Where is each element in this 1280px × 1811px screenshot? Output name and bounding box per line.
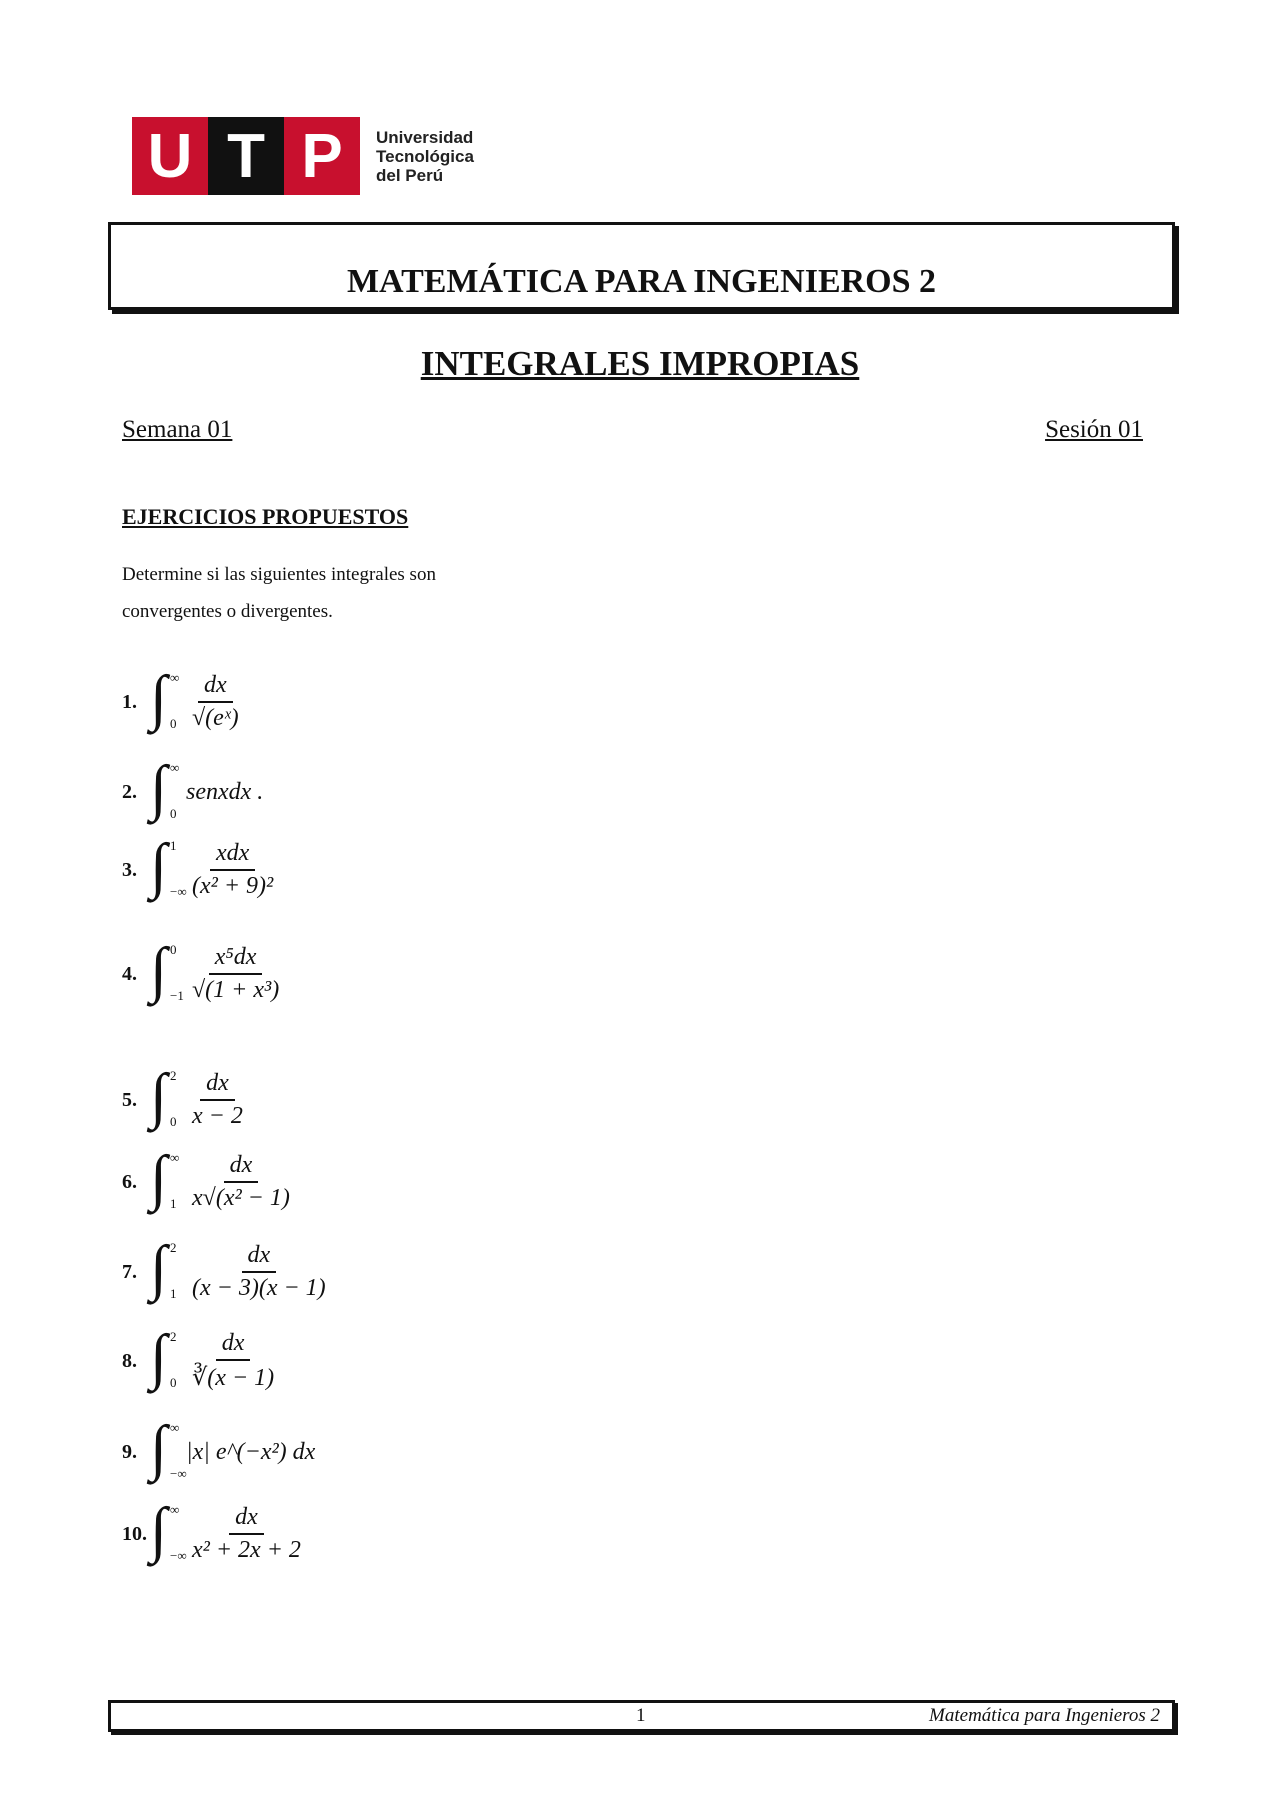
denominator: x − 2 bbox=[192, 1103, 243, 1129]
upper-limit: 2 bbox=[170, 1329, 177, 1344]
lower-limit: 0 bbox=[170, 1375, 177, 1390]
denominator: ∛(x − 1) bbox=[192, 1365, 275, 1391]
exercise-9 bbox=[122, 1414, 316, 1482]
fraction bbox=[186, 840, 279, 900]
integral-sign: ∫ 2 0 bbox=[150, 1062, 177, 1130]
numerator: dx bbox=[242, 1242, 277, 1273]
title-box bbox=[108, 222, 1175, 310]
page-title: MATEMÁTICA PARA INGENIEROS 2 bbox=[346, 263, 937, 300]
footer-text: Matemática para Ingenieros 2 bbox=[929, 1705, 1160, 1726]
lower-limit: −∞ bbox=[170, 1466, 187, 1481]
upper-limit: ∞ bbox=[170, 760, 180, 775]
denominator: √(eˣ) bbox=[192, 705, 239, 731]
numerator: dx bbox=[229, 1504, 264, 1535]
upper-limit: 2 bbox=[170, 1240, 177, 1255]
fraction bbox=[186, 944, 285, 1004]
exercise-number: 3. bbox=[122, 858, 137, 881]
numerator: dx bbox=[198, 672, 233, 703]
denominator: x√(x² − 1) bbox=[192, 1185, 290, 1211]
integral-sign: ∫ ∞ 0 bbox=[150, 754, 180, 822]
lower-limit: 0 bbox=[170, 716, 177, 731]
numerator: dx bbox=[200, 1070, 235, 1101]
lower-limit: −∞ bbox=[170, 1548, 187, 1563]
page-subtitle: INTEGRALES IMPROPIAS bbox=[420, 344, 860, 383]
fraction bbox=[186, 1152, 296, 1212]
exercise-1 bbox=[122, 664, 245, 732]
upper-limit: 1 bbox=[170, 838, 177, 853]
fraction bbox=[186, 1504, 307, 1564]
exercise-number: 8. bbox=[122, 1349, 137, 1372]
upper-limit: ∞ bbox=[170, 1420, 180, 1435]
instructions bbox=[122, 556, 522, 630]
upper-limit: 0 bbox=[170, 942, 177, 957]
exercise-number: 1. bbox=[122, 690, 137, 713]
upper-limit: ∞ bbox=[170, 670, 180, 685]
session-label: Sesión 01 bbox=[1045, 416, 1143, 443]
exercise-number: 9. bbox=[122, 1440, 137, 1463]
integral-sign: ∫ ∞ 0 bbox=[150, 664, 180, 732]
exercise-8 bbox=[122, 1323, 280, 1392]
upper-limit: ∞ bbox=[170, 1150, 180, 1165]
integrand: |x| e^(−x²) dx bbox=[186, 1438, 316, 1465]
lower-limit: 0 bbox=[170, 806, 177, 821]
exercise-number: 2. bbox=[122, 780, 137, 803]
integral-sign: ∫ ∞ −∞ bbox=[150, 1414, 187, 1482]
logo-line-2: Tecnológica bbox=[376, 146, 474, 166]
exercise-3 bbox=[122, 832, 279, 900]
week-label: Semana 01 bbox=[122, 416, 233, 443]
exercise-number: 10. bbox=[122, 1522, 147, 1545]
integral-sign: ∫ ∞ 1 bbox=[150, 1144, 180, 1212]
page-footer bbox=[108, 1700, 1175, 1732]
instruction-line-2: convergentes o divergentes. bbox=[122, 601, 333, 622]
logo-letter-t: T bbox=[208, 117, 284, 195]
denominator: (x² + 9)² bbox=[192, 873, 274, 899]
integral-sign: ∫ 0 −1 bbox=[150, 936, 184, 1004]
lower-limit: −∞ bbox=[170, 884, 187, 899]
page-number: 1 bbox=[636, 1705, 646, 1726]
denominator: x² + 2x + 2 bbox=[192, 1537, 301, 1563]
fraction bbox=[186, 1070, 249, 1130]
lower-limit: −1 bbox=[170, 988, 184, 1003]
exercise-4 bbox=[122, 936, 285, 1004]
integral-sign: ∫ 2 0 bbox=[150, 1323, 177, 1391]
fraction bbox=[186, 1330, 280, 1392]
exercise-number: 4. bbox=[122, 962, 137, 985]
exercise-2 bbox=[122, 754, 264, 822]
numerator: dx bbox=[216, 1330, 251, 1361]
logo-line-1: Universidad bbox=[376, 127, 474, 147]
exercise-6 bbox=[122, 1144, 296, 1212]
denominator: √(1 + x³) bbox=[192, 977, 280, 1003]
section-heading: EJERCICIOS PROPUESTOS bbox=[122, 504, 409, 529]
lower-limit: 0 bbox=[170, 1114, 177, 1129]
numerator: x⁵dx bbox=[209, 944, 263, 975]
logo-letter-u: U bbox=[132, 117, 208, 195]
utp-logo bbox=[132, 115, 502, 197]
lower-limit: 1 bbox=[170, 1286, 177, 1301]
logo-text bbox=[376, 128, 474, 185]
exercise-number: 5. bbox=[122, 1088, 137, 1111]
integral-sign: ∫ ∞ −∞ bbox=[150, 1496, 187, 1564]
lower-limit: 1 bbox=[170, 1196, 177, 1211]
logo-line-3: del Perú bbox=[376, 165, 444, 185]
upper-limit: 2 bbox=[170, 1068, 177, 1083]
upper-limit: ∞ bbox=[170, 1502, 180, 1517]
exercise-10 bbox=[122, 1496, 307, 1564]
exercise-number: 6. bbox=[122, 1170, 137, 1193]
fraction bbox=[186, 1242, 332, 1302]
exercise-number: 7. bbox=[122, 1260, 137, 1283]
instruction-line-1: Determine si las siguientes integrales son bbox=[122, 564, 436, 585]
denominator: (x − 3)(x − 1) bbox=[192, 1275, 326, 1301]
exercise-5 bbox=[122, 1062, 249, 1130]
exercise-7 bbox=[122, 1234, 332, 1302]
integrand: senxdx . bbox=[186, 778, 264, 805]
numerator: dx bbox=[224, 1152, 259, 1183]
numerator: xdx bbox=[210, 840, 255, 871]
logo-letter-p: P bbox=[284, 117, 360, 195]
integral-sign: ∫ 2 1 bbox=[150, 1234, 177, 1302]
fraction bbox=[186, 672, 245, 732]
integral-sign: ∫ 1 −∞ bbox=[150, 832, 187, 900]
